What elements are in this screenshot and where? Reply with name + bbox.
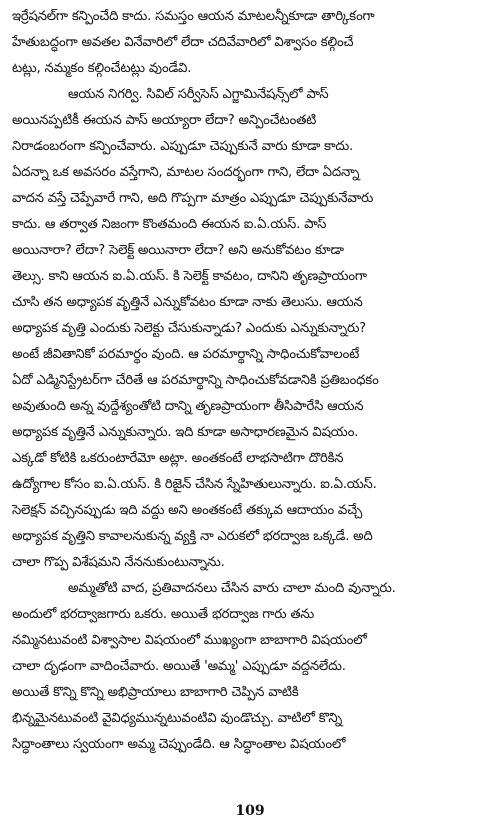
text-line: సెలెక్షన్ వచ్చినప్పుడు ఇది వద్దు అని అంతకంటే తక్కువ ఆదాయం వచ్చే	[12, 503, 363, 518]
text-line: అయినప్పటికీ ఈయన పాస్ అయ్యారా లేదా? అన్పించేటంతటి	[12, 113, 317, 128]
text-line: వాదన వస్తే చెప్పేవారే గాని, అది గొప్పగా మాత్రం ఎప్పుడూ చెప్పుకునేవారు	[12, 191, 374, 206]
text-line: ఆయన నిగర్వి. సివిల్ సర్వీసెస్ ఎగ్జామినేషన్స్‌లో పాస్	[68, 87, 329, 102]
text-line: అందులో భరద్వాజగారు ఒకరు. అయితే భరద్వాజ గారు తను	[12, 607, 315, 622]
document-page	[12, 4, 490, 794]
text-line: నిరాడంబరంగా కన్పించేవారు. ఎప్పుడూ చెప్పుకునే వారు కూడా కాదు.	[12, 139, 354, 154]
text-line: తెల్సు. కాని ఆయన ఐ.ఏ.యస్. కి సెలెక్ట్ కావటం, దానిని తృణప్రాయంగా	[12, 269, 367, 284]
text-line: నమ్మినటువంటి విశ్వాసాల విషయంలో ముఖ్యంగా బాబాగారి విషయంలో	[12, 633, 367, 648]
text-line: అధ్యాపక వృత్తిని కావాలనుకున్న వ్యక్తి నా ఎరుకలో భరద్వాజ ఒక్కడే. అది	[12, 529, 373, 544]
text-line: అయినారా? లేదా? సెలెక్ట్ అయినారా లేదా? అని అనుకోవటం కూడా	[12, 243, 344, 258]
text-line: ఇర్రేషనల్‌గా కన్పించేది కాదు. సమస్తం ఆయన మాటలన్నీకూడా తార్కికంగా	[12, 9, 375, 24]
text-line: అవుతుంది అన్న వుద్దేశ్యంతోటి దాన్ని తృణప్రాయంగా తీసిపారేసి ఆయన	[12, 399, 364, 414]
text-line: అయితే కొన్ని కొన్ని అభిప్రాయాలు బాబాగారి చెప్పిన వాటికి	[12, 685, 299, 700]
text-line: చాలా దృఢంగా వాదించేవారు. అయితే 'అమ్మ' ఎప్పుడూ వద్దనలేదు.	[12, 659, 346, 674]
text-line: హేతుబద్ధంగా అవతల వినేవారిలో లేదా చదివేవారిలో విశ్వాసం కల్గించే	[12, 35, 354, 50]
text-line: ఏదో ఎడ్మినిస్ట్రేటర్‌గా చేరితే ఆ పరమార్థాన్ని సాధించుకోవడానికి ప్రతిబంధకం	[12, 373, 379, 388]
text-line: చాలా గొప్ప విశేషమని నేననుకుంటున్నాను.	[12, 555, 225, 570]
text-line: ఏదన్నా ఒక అవసరం వస్తేగాని, మాటల సందర్భంగా గాని, లేదా ఏదన్నా	[12, 165, 360, 180]
text-line: చూసి తన అధ్యాపక వృత్తినే ఎన్నుకోవటం కూడా నాకు తెలుసు. ఆయన	[12, 295, 363, 310]
text-line: అంటే జీవితానికో పరమార్థం వుంది. ఆ పరమార్థాన్ని సాధించుకోవాలంటే	[12, 347, 360, 362]
text-line: అధ్యాపక వృత్తి ఎందుకు సెలెక్టు చేసుకున్నాడు? ఎందుకు ఎన్నుకున్నారు?	[12, 321, 366, 336]
text-line: భిన్నమైనటువంటి వైవిధ్యమున్నటువంటివి వుండొచ్చు. వాటిలో కొన్ని	[12, 711, 342, 726]
text-line: కాదు. ఆ తర్వాత నిజంగా కొంతమంది ఈయన ఐ.ఏ.యస్. పాస్	[12, 217, 327, 232]
text-line: సిద్ధాంతాలు స్వయంగా అమ్మ చెప్పుండేది. ఆ సిద్ధాంతాల విషయంలో	[12, 737, 346, 752]
text-line: ఎక్కడో కోటికి ఒకరుంటారేమో అట్లా. అంతకంటే లాభసాటిగా దొరికిన	[12, 451, 344, 466]
text-line: టట్లు, నమ్మకం కల్గించేటట్లు వుండేవి.	[12, 61, 192, 76]
text-line: అమ్మతోటి వాద, ప్రతివాదనలు చేసిన వారు చాలా మంది వున్నారు.	[68, 581, 396, 596]
text-line: అధ్యాపక వృత్తినే ఎన్నుకున్నారు. ఇది కూడా అసాధారణమైన విషయం.	[12, 425, 359, 440]
text-line: ఉద్యోగాల కోసం ఐ.ఏ.యస్. కి రిజైన్ చేసిన స్నేహితులున్నారు. ఐ.ఏ.యస్.	[12, 477, 377, 492]
page-number: 109	[235, 803, 265, 819]
